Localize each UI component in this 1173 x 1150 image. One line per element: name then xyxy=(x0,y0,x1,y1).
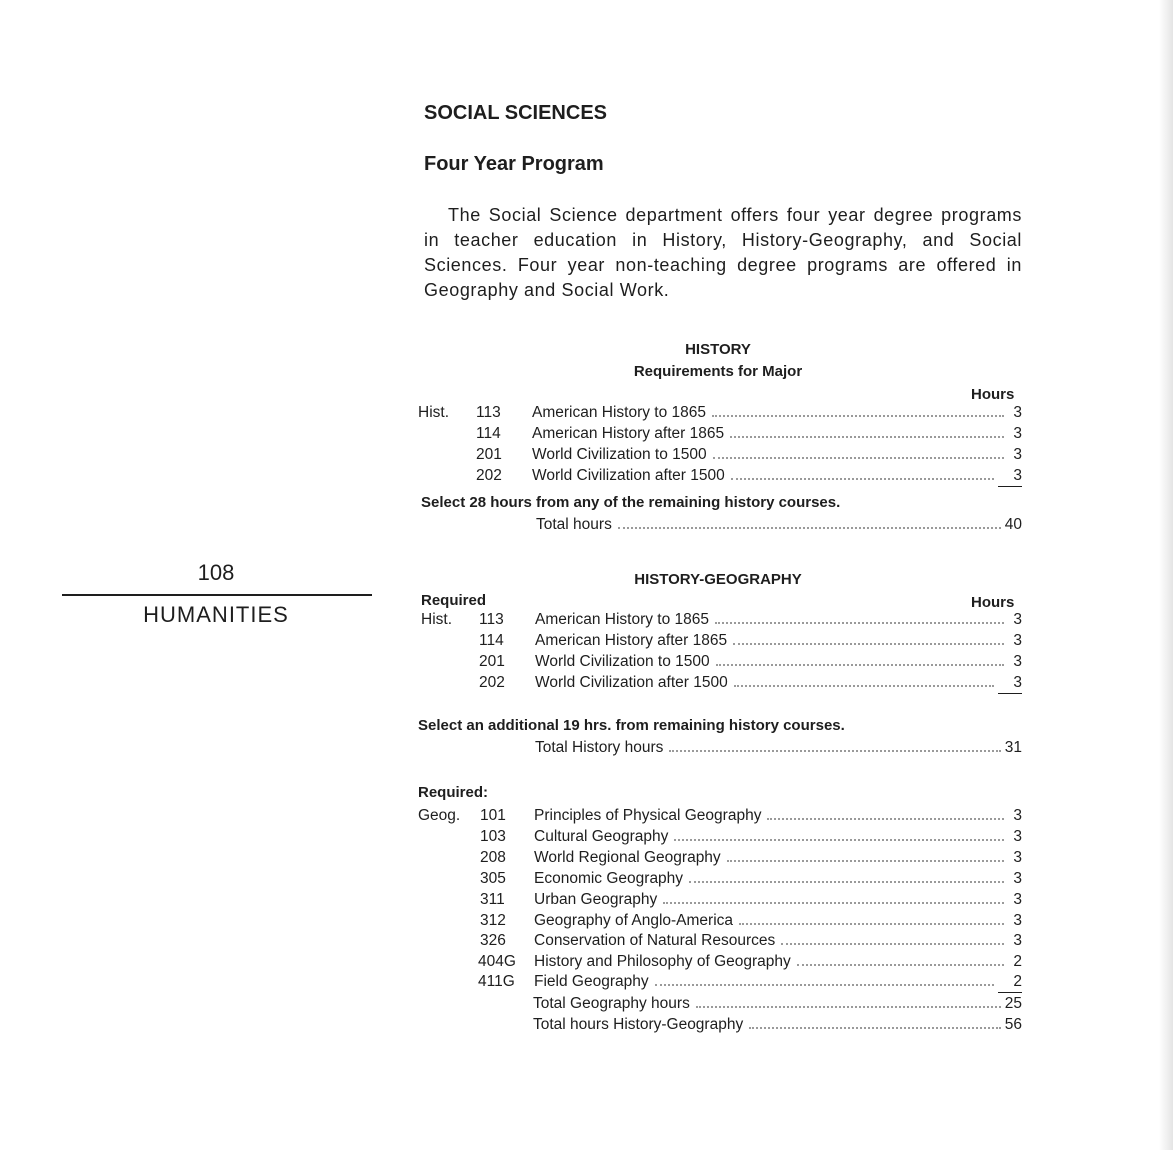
leader-dots xyxy=(618,527,1001,529)
course-number: 202 xyxy=(479,674,505,691)
leader-dots xyxy=(733,643,1004,645)
history-course-row xyxy=(418,404,1022,425)
leader-dots xyxy=(734,685,994,687)
hg-history-course-row xyxy=(418,632,1022,653)
history-course-row xyxy=(418,446,1022,467)
page-subtitle: Four Year Program xyxy=(424,153,604,175)
leader-dots xyxy=(674,839,1004,841)
geo-course-row xyxy=(418,807,1022,828)
course-number: 312 xyxy=(480,912,506,929)
course-hours: 3 xyxy=(1013,932,1022,949)
geo-required-label: Required: xyxy=(418,784,489,801)
course-hours: 3 xyxy=(1013,828,1022,845)
side-divider xyxy=(62,594,372,596)
geo-course-row xyxy=(418,828,1022,849)
course-number: 311 xyxy=(480,891,505,908)
geo-course-row xyxy=(418,973,1022,994)
leader-dots xyxy=(669,750,1000,752)
total-label: Total hours History-Geography xyxy=(533,1016,744,1033)
leader-dots xyxy=(716,664,1004,666)
required-label: Required xyxy=(421,592,487,609)
course-hours: 3 xyxy=(1013,891,1022,908)
hg-history-course-row xyxy=(418,653,1022,674)
geo-course-row xyxy=(418,912,1022,933)
course-name: Field Geography xyxy=(534,973,649,990)
grand-total-row xyxy=(418,1016,1022,1037)
hg-history-course-row xyxy=(418,611,1022,632)
course-number: 404G xyxy=(478,953,516,970)
course-name: World Civilization after 1500 xyxy=(532,467,725,484)
history-geography-heading: HISTORY-GEOGRAPHY xyxy=(634,571,802,588)
history-course-row xyxy=(418,467,1022,488)
hg-select-note: Select an additional 19 hrs. from remaining history courses. xyxy=(418,717,845,734)
leader-dots xyxy=(730,436,1004,438)
leader-dots xyxy=(727,860,1004,862)
course-hours: 3 xyxy=(1013,849,1022,866)
geo-course-row xyxy=(418,870,1022,891)
course-hours: 3 xyxy=(1013,807,1022,824)
leader-dots xyxy=(781,943,1004,945)
course-hours: 3 xyxy=(1013,404,1022,421)
history-total-row xyxy=(418,516,1022,537)
course-name: American History to 1865 xyxy=(535,611,710,628)
course-number: 114 xyxy=(479,632,504,649)
leader-dots xyxy=(731,478,994,480)
course-name: American History after 1865 xyxy=(535,632,728,649)
course-name: World Regional Geography xyxy=(534,849,721,866)
geo-course-row xyxy=(418,849,1022,870)
course-name: American History to 1865 xyxy=(532,404,707,421)
course-name: History and Philosophy of Geography xyxy=(534,953,791,970)
course-number: 305 xyxy=(480,870,506,887)
course-number: 113 xyxy=(476,404,501,421)
total-label: Total hours xyxy=(536,516,612,533)
section-side-label: HUMANITIES xyxy=(143,602,289,627)
course-hours: 3 xyxy=(998,467,1022,487)
course-name: American History after 1865 xyxy=(532,425,725,442)
course-prefix: Hist. xyxy=(421,611,452,628)
geo-course-row xyxy=(418,953,1022,974)
leader-dots xyxy=(749,1027,1001,1029)
course-number: 113 xyxy=(479,611,504,628)
total-hours: 56 xyxy=(1004,1016,1022,1033)
total-hours: 31 xyxy=(1004,739,1022,756)
course-number: 411G xyxy=(478,973,515,990)
leader-dots xyxy=(715,622,1004,624)
geo-total-row xyxy=(418,995,1022,1016)
total-hours: 25 xyxy=(1004,995,1022,1012)
total-label: Total Geography hours xyxy=(533,995,690,1012)
history-course-row xyxy=(418,425,1022,446)
geo-course-row xyxy=(418,932,1022,953)
leader-dots xyxy=(713,457,1004,459)
course-hours: 3 xyxy=(1013,425,1022,442)
history-select-note: Select 28 hours from any of the remaining history courses. xyxy=(421,494,841,511)
intro-paragraph: The Social Science department offers four year degree programs in teacher education in History, History-Geography, and Social Sciences. Four year non-teaching degree programs are offered in Geography and Social Work. xyxy=(424,205,1022,300)
history-subheading: Requirements for Major xyxy=(633,363,803,380)
leader-dots xyxy=(689,881,1004,883)
course-hours: 3 xyxy=(998,674,1022,694)
hg-hours-header: Hours xyxy=(971,594,1015,611)
geo-course-row xyxy=(418,891,1022,912)
course-name: Cultural Geography xyxy=(534,828,669,845)
course-prefix: Hist. xyxy=(418,404,449,421)
course-name: World Civilization after 1500 xyxy=(535,674,728,691)
course-hours: 3 xyxy=(1013,912,1022,929)
total-hours: 40 xyxy=(1004,516,1022,533)
course-number: 103 xyxy=(480,828,506,845)
leader-dots xyxy=(663,902,1004,904)
course-hours: 3 xyxy=(1013,611,1022,628)
course-name: Urban Geography xyxy=(534,891,658,908)
course-name: Principles of Physical Geography xyxy=(534,807,762,824)
course-prefix: Geog. xyxy=(418,807,461,824)
hg-history-course-row xyxy=(418,674,1022,695)
leader-dots xyxy=(739,923,1004,925)
total-label: Total History hours xyxy=(535,739,664,756)
course-hours: 3 xyxy=(1013,653,1022,670)
course-number: 202 xyxy=(476,467,502,484)
course-hours: 2 xyxy=(998,973,1022,993)
course-hours: 3 xyxy=(1013,870,1022,887)
leader-dots xyxy=(767,818,1004,820)
course-number: 326 xyxy=(480,932,506,949)
course-name: Geography of Anglo-America xyxy=(534,912,734,929)
course-hours: 3 xyxy=(1013,446,1022,463)
course-hours: 2 xyxy=(1013,953,1022,970)
course-name: World Civilization to 1500 xyxy=(532,446,707,463)
course-number: 114 xyxy=(476,425,501,442)
page-number: 108 xyxy=(197,560,235,585)
course-hours: 3 xyxy=(1013,632,1022,649)
course-number: 208 xyxy=(480,849,506,866)
history-hours-header: Hours xyxy=(971,386,1015,403)
page-edge xyxy=(1159,0,1173,1150)
course-number: 101 xyxy=(480,807,506,824)
course-name: Conservation of Natural Resources xyxy=(534,932,776,949)
course-name: World Civilization to 1500 xyxy=(535,653,710,670)
hg-history-total-row xyxy=(418,739,1022,760)
history-heading: HISTORY xyxy=(685,341,751,358)
course-name: Economic Geography xyxy=(534,870,684,887)
page-title: SOCIAL SCIENCES xyxy=(424,102,607,124)
course-number: 201 xyxy=(479,653,505,670)
leader-dots xyxy=(797,964,1004,966)
leader-dots xyxy=(696,1006,1001,1008)
leader-dots xyxy=(712,415,1004,417)
leader-dots xyxy=(655,984,994,986)
course-number: 201 xyxy=(476,446,502,463)
